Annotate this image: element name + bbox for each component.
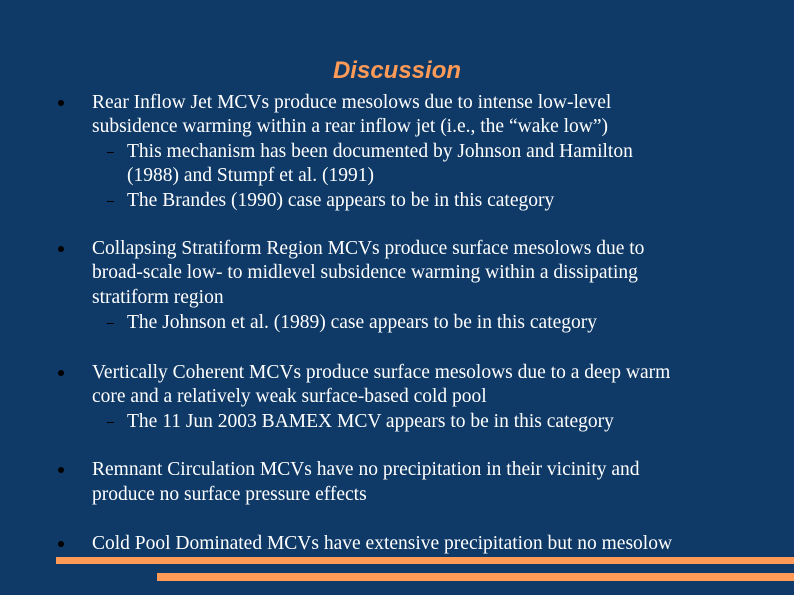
bullet-marker [58, 467, 64, 473]
bullet-1-line-2: subsidence warming within a rear inflow jet (i.e., the “wake low”) [92, 116, 609, 137]
bullet-1-sub-1-line-1: This mechanism has been documented by Johnson and Hamilton [127, 141, 633, 162]
bullet-marker [58, 541, 64, 547]
accent-bar-top [56, 557, 794, 564]
subbullet-marker [107, 422, 114, 423]
bullet-2-sub-1-line-1: The Johnson et al. (1989) case appears to be in this category [127, 312, 598, 333]
bullet-2-line-1: Collapsing Stratiform Region MCVs produce surface mesolows due to [92, 238, 645, 259]
bullet-3-sub-1-line-1: The 11 Jun 2003 BAMEX MCV appears to be in this category [127, 411, 614, 432]
bullet-marker [58, 100, 64, 106]
bullet-2-line-2: broad-scale low- to midlevel subsidence warming within a dissipating [92, 262, 638, 283]
bullet-2-line-3: stratiform region [92, 287, 224, 308]
bullet-1-sub-2-line-1: The Brandes (1990) case appears to be in this category [127, 190, 555, 211]
bullet-3-line-2: core and a relatively weak surface-based cold pool [92, 386, 487, 407]
bullet-1-sub-1-line-2: (1988) and Stumpf et al. (1991) [127, 165, 374, 186]
bullet-5-line-1: Cold Pool Dominated MCVs have extensive precipitation but no mesolow [92, 533, 673, 554]
bullet-1-line-1: Rear Inflow Jet MCVs produce mesolows due to intense low-level [92, 92, 612, 113]
slide-title: Discussion [332, 57, 462, 84]
accent-bar-bottom [157, 573, 794, 581]
subbullet-marker [107, 323, 114, 324]
subbullet-marker [107, 152, 114, 153]
bullet-4-line-1: Remnant Circulation MCVs have no precipitation in their vicinity and [92, 459, 640, 480]
bullet-marker [58, 246, 64, 252]
bullet-4-line-2: produce no surface pressure effects [92, 484, 367, 505]
bullet-marker [58, 370, 64, 376]
subbullet-marker [107, 201, 114, 202]
bullet-3-line-1: Vertically Coherent MCVs produce surface mesolows due to a deep warm [92, 362, 671, 383]
